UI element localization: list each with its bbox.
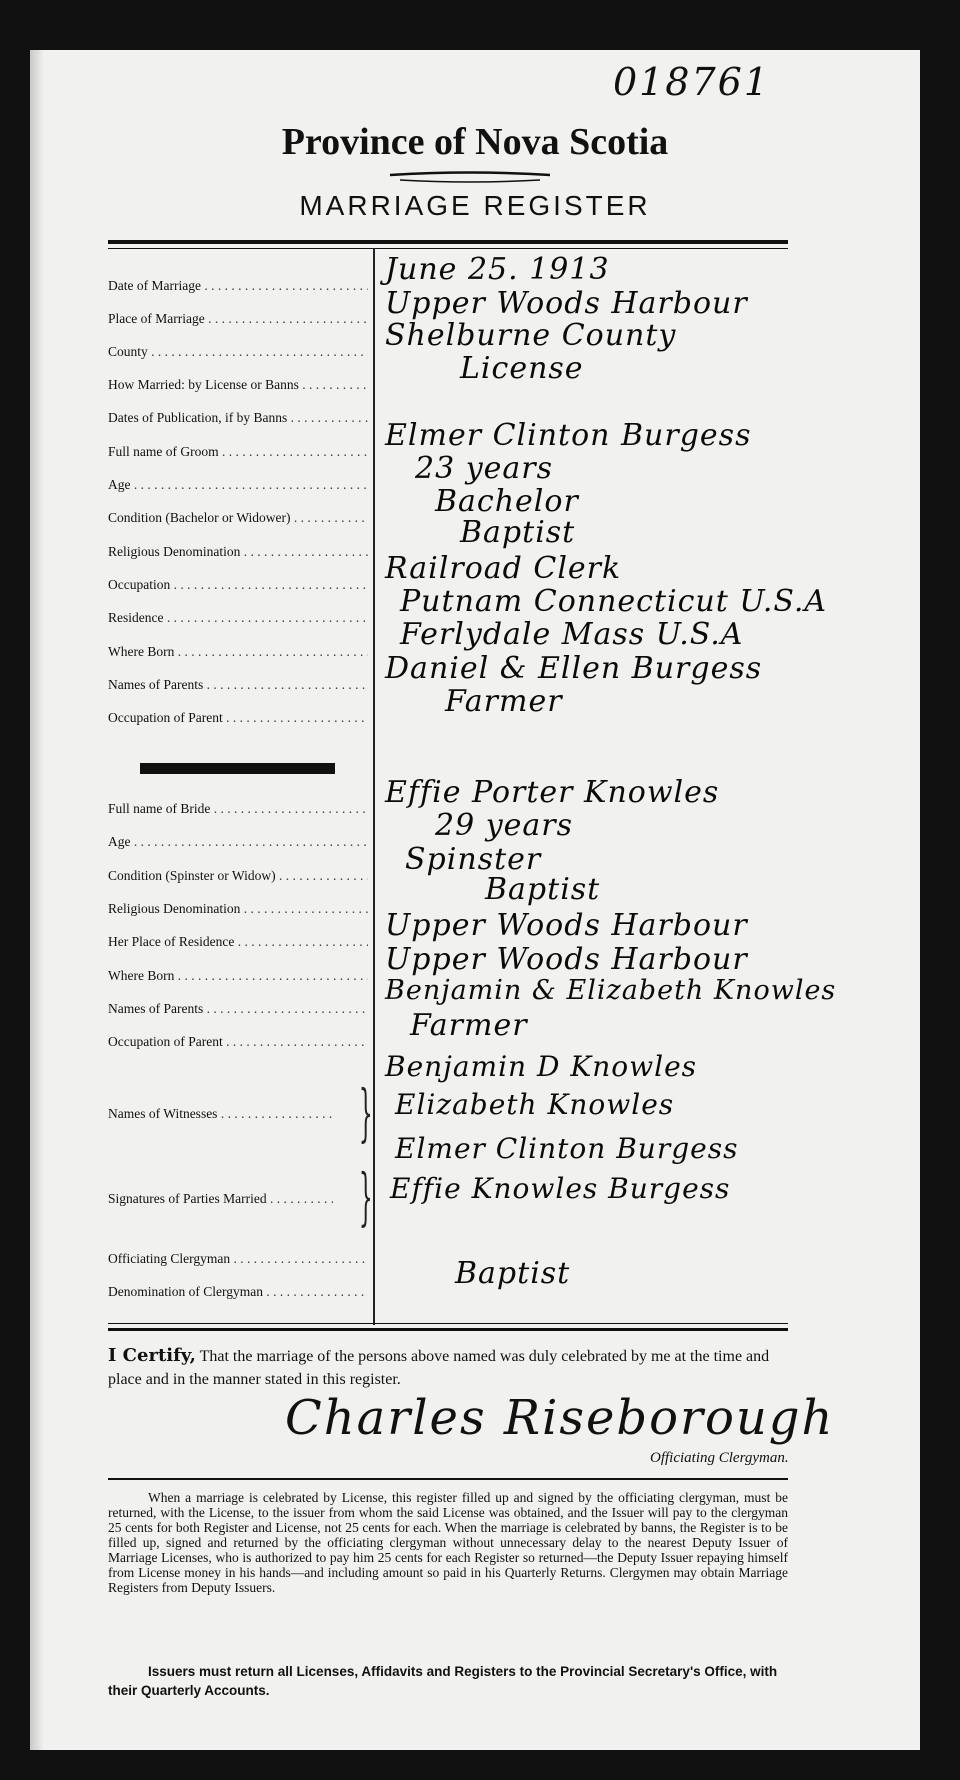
signatures-brace: } (358, 1160, 373, 1233)
how-married-value: License (460, 351, 584, 386)
groom-religion-label: Religious Denomination . . . (108, 544, 368, 560)
bride-residence-value: Upper Woods Harbour (385, 908, 748, 943)
bride-parent-occupation-value: Farmer (410, 1008, 528, 1043)
dates-of-publication-label: Dates of Publication, if by Banns . . . (108, 410, 368, 426)
clergyman-label: Officiating Clergyman . . . (108, 1251, 368, 1267)
form-top-rule (108, 240, 788, 244)
bride-parents-label: Names of Parents . . . (108, 1001, 368, 1017)
bride-condition-value: Spinster (405, 842, 542, 877)
groom-age-value: 23 years (415, 451, 554, 486)
witnesses-label: Names of Witnesses . . . (108, 1106, 333, 1122)
signatures-label: Signatures of Parties Married . . . (108, 1191, 333, 1207)
bride-religion-value: Baptist (485, 872, 601, 907)
certify-text: That the marriage of the persons above named was duly celebrated by me at the time and place and in the manner stated in this register. (108, 1348, 770, 1388)
bride-name-label: Full name of Bride . . . (108, 801, 368, 817)
clergyman-signature: Charles Riseborough (285, 1390, 835, 1446)
bride-birthplace-value: Upper Woods Harbour (385, 942, 748, 977)
groom-parents-value: Daniel & Ellen Burgess (385, 651, 763, 686)
issuers-notice: Issuers must return all Licenses, Affidavits and Registers to the Provincial Secretary's Office, with their Quarterly Accounts. (108, 1664, 778, 1698)
place-of-marriage-value: Upper Woods Harbour (385, 286, 748, 321)
form-bottom-rule-thin (108, 1323, 788, 1324)
paper-edge (30, 50, 44, 1750)
groom-parents-label: Names of Parents . . . (108, 677, 368, 693)
groom-religion-value: Baptist (460, 515, 576, 550)
groom-occupation-value: Railroad Clerk (385, 551, 622, 586)
bride-parent-occupation-label: Occupation of Parent . . . (108, 1034, 368, 1050)
certification-statement (108, 1344, 788, 1391)
groom-residence-value: Putnam Connecticut U.S.A (400, 584, 828, 619)
bride-condition-label: Condition (Spinster or Widow) . . . (108, 868, 368, 884)
signature-groom-value: Elmer Clinton Burgess (395, 1132, 739, 1165)
date-of-marriage-value: June 25. 1913 (385, 252, 610, 287)
date-of-marriage-label: Date of Marriage . . . (108, 278, 368, 294)
section-separator-bar (140, 763, 335, 774)
groom-occupation-label: Occupation . . . (108, 577, 368, 593)
groom-condition-value: Bachelor (435, 484, 579, 519)
bride-age-value: 29 years (435, 808, 574, 843)
clergyman-role: Officiating Clergyman. (650, 1450, 789, 1466)
bride-religion-label: Religious Denomination . . . (108, 901, 368, 917)
how-married-label: How Married: by License or Banns . . . (108, 377, 368, 393)
bride-parents-value: Benjamin & Elizabeth Knowles (385, 975, 837, 1006)
groom-name-label: Full name of Groom . . . (108, 444, 368, 460)
bride-age-label: Age . . . (108, 834, 368, 850)
witnesses-brace: } (358, 1076, 373, 1149)
groom-age-label: Age . . . (108, 477, 368, 493)
form-top-rule-thin (108, 248, 788, 249)
bride-name-value: Effie Porter Knowles (385, 775, 720, 810)
signature-bride-value: Effie Knowles Burgess (390, 1172, 731, 1205)
archive-number: 018761 (612, 60, 770, 104)
witness-2-value: Elizabeth Knowles (395, 1088, 675, 1121)
groom-condition-label: Condition (Bachelor or Widower) . . . (108, 510, 368, 526)
groom-birthplace-label: Where Born . . . (108, 644, 368, 660)
bride-birthplace-label: Where Born . . . (108, 968, 368, 984)
witness-1-value: Benjamin D Knowles (385, 1050, 698, 1083)
column-divider (373, 248, 375, 1325)
groom-parent-occupation-label: Occupation of Parent . . . (108, 710, 368, 726)
clergy-denomination-value: Baptist (455, 1256, 571, 1291)
title-ornament (380, 170, 560, 184)
groom-name-value: Elmer Clinton Burgess (385, 418, 752, 453)
certify-lead: I Certify, (108, 1345, 196, 1366)
groom-parent-occupation-value: Farmer (445, 684, 563, 719)
county-label: County . . . (108, 344, 368, 360)
place-of-marriage-label: Place of Marriage . . . (108, 311, 368, 327)
instructions-paragraph: When a marriage is celebrated by License, this register filled up and signed by the officiating clergyman, must be returned, with the License, to the issuer from whom the said License was obtained, and the Issuer will pay to the clergyman 25 cents for both Register and License, not 25 cents for each. When the marriage is celebrated by banns, the Register is to be filled up, signed and returned by the officiating clergyman without unnecessary delay to the nearest Deputy Issuer of Marriage Licenses, who is authorized to pay him 25 cents for each Register so returned—the Deputy Issuer repaying himself from License money in his hands—and including amount so paid in his Quarterly Returns. Clergymen may obtain Marriage Registers from Deputy Issuers. (108, 1490, 788, 1595)
bride-residence-label: Her Place of Residence . . . (108, 934, 368, 950)
groom-residence-label: Residence . . . (108, 610, 368, 626)
footnote-rule (108, 1478, 788, 1480)
clergy-denomination-label: Denomination of Clergyman . . . (108, 1284, 368, 1300)
document-title: Province of Nova Scotia (281, 121, 669, 163)
groom-birthplace-value: Ferlydale Mass U.S.A (400, 617, 744, 652)
form-bottom-rule (108, 1328, 788, 1331)
document-subtitle: MARRIAGE REGISTER (299, 190, 651, 221)
county-value: Shelburne County (385, 318, 677, 353)
marriage-register-document (30, 50, 920, 1750)
